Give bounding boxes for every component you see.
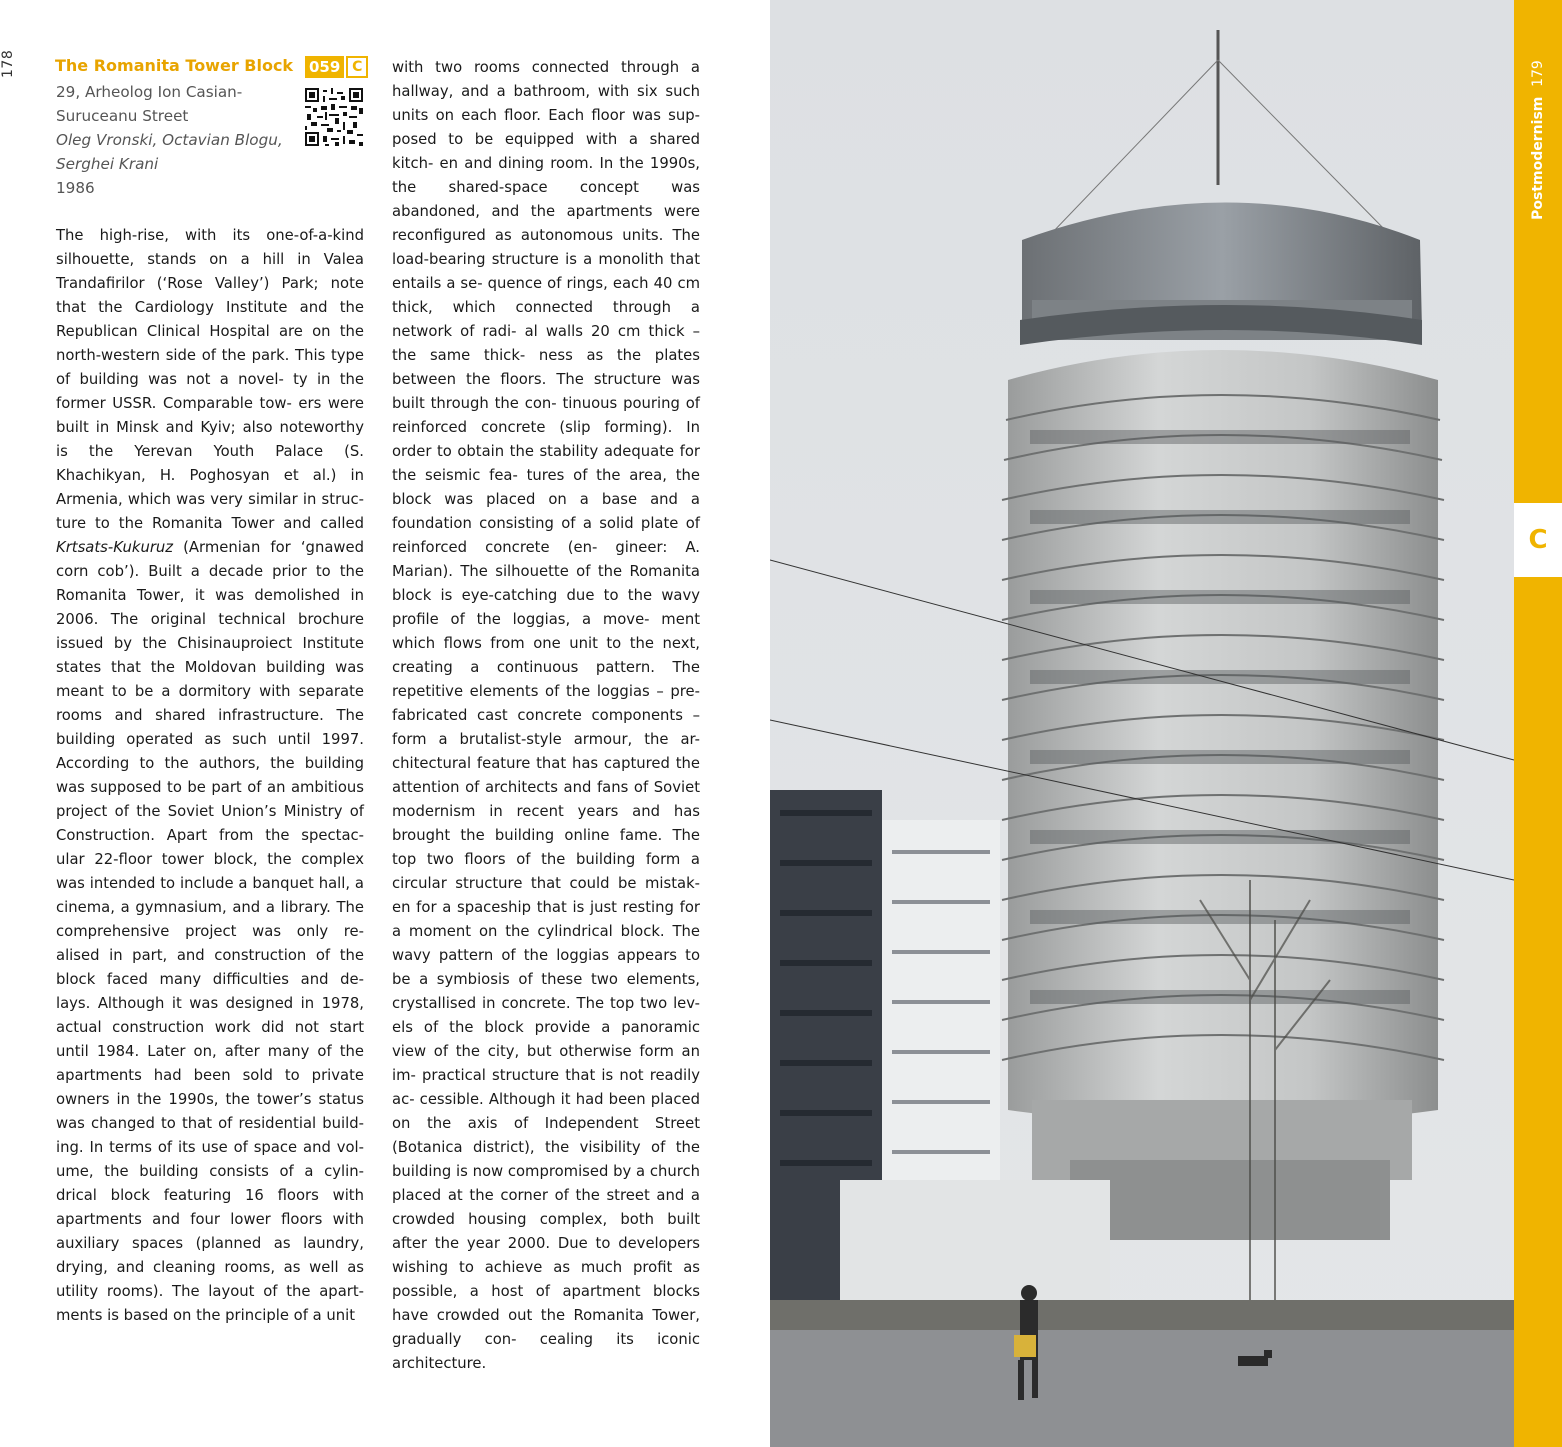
left-page: [0, 0, 770, 1447]
entry-badge: [305, 56, 368, 78]
architects-line-2: Serghei Krani: [56, 155, 159, 173]
section-title: Postmodernism: [1530, 96, 1546, 220]
column1-italic-term: Krtsats-Kukuruz: [56, 539, 174, 556]
body-column-2: [392, 56, 700, 1376]
architects-line-1: Oleg Vronski, Octavian Blogu,: [56, 131, 283, 149]
entry-section-letter: C: [346, 56, 368, 78]
page-number-right: 179: [1530, 60, 1546, 87]
tower-photograph: [770, 0, 1514, 1447]
section-label: [1514, 60, 1562, 220]
tower-photo-illustration: [770, 0, 1514, 1447]
address-line-1: 29, Arheolog Ion Casian-: [56, 83, 243, 101]
page-number-left: 178: [0, 49, 16, 78]
body-column-1: [56, 224, 364, 1328]
entry-year: 1986: [56, 179, 95, 197]
qr-code-icon[interactable]: [305, 88, 363, 146]
entry-meta: [56, 80, 296, 200]
entry-title: The Romanita Tower Block: [55, 56, 294, 75]
column2-text: with two rooms connected through a hallway, and a bathroom, with six such units on each floor. Each floor was sup- posed to be equipped with a shared kitch- en and dining room. In the 1990s, the shared-space concept was abandoned, and the apartments were reconfigured as autonomous units. The load-bearing structure is a monolith that entails a se- quence of rings, each 40 cm thick, which connected through a network of radi- al walls 20 cm thick – the same thick- ness as the plates between the floors. The structure was built through the con- tinuous pouring of reinforced concrete (slip forming). In order to obtain the stability adequate for the seismic fea- tures of the area, the block was placed on a base and a foundation consisting of a solid plate of reinforced concrete (en- gineer: A. Marian). The silhouette of the Romanita block is eye-catching due to the wavy profile of the loggias, a move- ment which flows from one unit to the next, creating a continuous pattern. The repetitive elements of the loggias – pre- fabricated cast concrete components – form a brutalist-style armour, the ar- chitectural feature that has captured the attention of architects and fans of Soviet modernism in recent years and has brought the building online fame. The top two floors of the building form a circular structure that could be mistak- en for a spaceship that is just resting for a moment on the cylindrical block. The wavy pattern of the loggias appears to be a symbiosis of these two elements, crystallised in concrete. The top two lev- els of the block provide a panoramic view of the city, but otherwise form an im- practical structure that is not readily ac- cessible. Although it had been placed on the axis of Independent Street (Botanica district), the visibility of the building is now compromised by a church placed at the corner of the street and a crowded housing complex, both built after the year 2000. Due to developers wishing to achieve as much profit as possible, a host of apartment blocks have crowded out the Romanita Tower, gradually con- cealing its iconic architecture.: [392, 59, 700, 1372]
column1-text-a: The high-rise, with its one-of-a-kind silhouette, stands on a hill in Valea Trandafirilor (‘Rose Valley’) Park; note that the Cardiology Institute and the Republican Clinical Hospital are on the north-western side of the park. This type of building was not a novel- ty in the former USSR. Comparable tow- ers were built in Minsk and Kyiv; also noteworthy is the Yerevan Youth Palace (S. Khachikyan, H. Poghosyan et al.) in Armenia, which was very similar in struc- ture to the Romanita Tower and called: [56, 227, 364, 532]
address-line-2: Suruceanu Street: [56, 107, 189, 125]
entry-number: 059: [305, 56, 344, 78]
column1-text-b: (Armenian for ‘gnawed corn cob’). Built a decade prior to the Romanita Tower, it was demolished in 2006. The original technical brochure issued by the Chisinauproiect Institute states that the Moldovan building was meant to be a dormitory with separate rooms and shared infrastructure. The building operated as such until 1997. According to the authors, the building was supposed to be part of an ambitious project of the Soviet Union’s Ministry of Construction. Apart from the spectac- ular 22-floor tower block, the complex was intended to include a banquet hall, a cinema, a gymnasium, and a library. The comprehensive project was only re- alised in part, and construction of the block faced many difficulties and de- lays. Although it was designed in 1978, actual construction work did not start until 1984. Later on, after many of the apartments had been sold to private owners in the 1990s, the tower’s status was changed to that of residential build- ing. In terms of its use of space and vol- ume, the building consists of a cylin- drical block featuring 16 floors with apartments and four lower floors with auxiliary spaces (planned as laundry, drying, and cleaning rooms, as well as utility rooms). The layout of the apart- ments is based on the principle of a unit: [56, 539, 364, 1324]
section-letter-tab: C: [1514, 503, 1562, 577]
